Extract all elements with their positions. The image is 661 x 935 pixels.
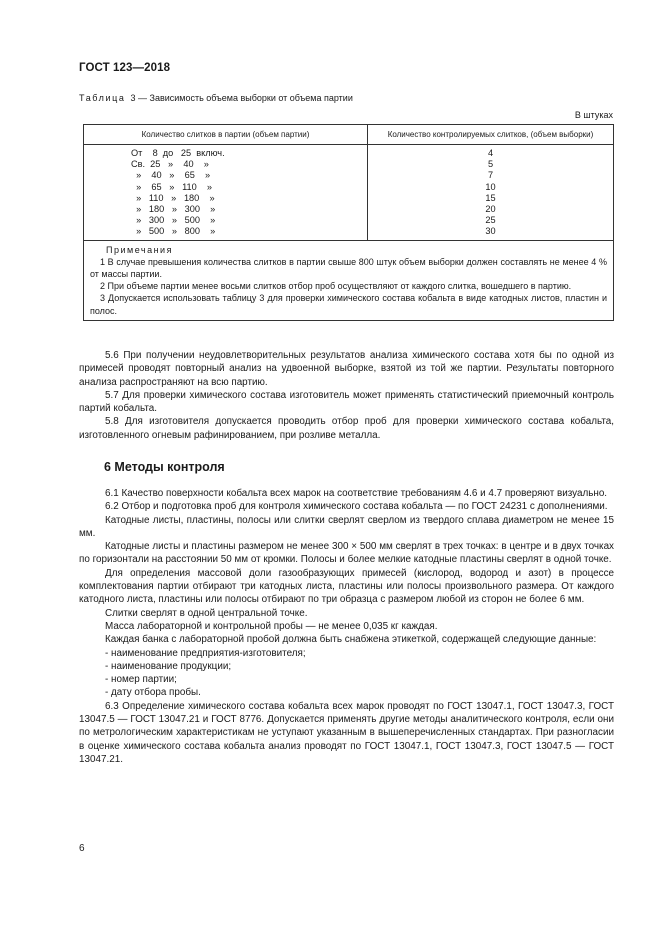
clause-6-3: 6.3 Определение химического состава кобальта всех марок проводят по ГОСТ 13047.1, ГОСТ 13047.3, ГОСТ 13047.5 — ГОСТ 13047.21 и ГОСТ 8776. Допускается применять другие методы аналитического контроля, если они по метрологическим характеристикам не уступают указанным в вышеперечисленных стандартах. При разногласии в оценке химического состава кобальта анализ проводят по ГОСТ 13047.1, ГОСТ 13047.3, ГОСТ 13047.5 — ГОСТ 13047.21. bbox=[79, 700, 614, 765]
paragraph: Для определения массовой доли газообразующих примесей (кислород, водород и азот) в процессе комплектования партии отбирают три катодных листа, пластины или полосы произвольного размера. От каждого катодного листа, пластины или полосы отбирают по три образца с размером любой из сторон не более 6 мм. bbox=[79, 567, 614, 606]
count-value: 4 bbox=[487, 148, 494, 158]
sample-size-cell bbox=[368, 145, 614, 241]
column-header-batch-size: Количество слитков в партии (объем партии) bbox=[84, 125, 368, 145]
section-title: 6 Методы контроля bbox=[104, 460, 225, 474]
clause-5-8: 5.8 Для изготовителя допускается проводить отбор проб для проверки химического состава кобальта, изготовленного огневым рафинированием, при розливе металла. bbox=[79, 416, 614, 441]
range-row: » 65 » 110 » bbox=[131, 181, 213, 192]
count-value: 20 bbox=[485, 204, 496, 215]
paragraph: Катодные листы, пластины, полосы или слитки сверлят сверлом из твердого сплава диаметром не менее 15 мм. bbox=[79, 514, 614, 539]
range-row: » 40 » 65 » bbox=[131, 170, 211, 181]
table-header-row bbox=[84, 125, 614, 145]
count-value: 5 bbox=[487, 159, 494, 170]
range-row: » 180 » 300 » bbox=[131, 204, 216, 215]
note-item: 3 Допускается использовать таблицу 3 для проверки химического состава кобальта в виде катодных листов, пластин и полос. bbox=[90, 293, 607, 316]
table-body-row bbox=[84, 145, 614, 241]
range-row: » 110 » 180 » bbox=[131, 192, 215, 203]
list-item: - наименование предприятия-изготовителя; bbox=[105, 647, 306, 659]
range-row: Св. 25 » 40 » bbox=[131, 159, 209, 170]
list-item: - дату отбора пробы. bbox=[105, 687, 201, 699]
table-caption bbox=[79, 93, 353, 103]
clause-6-2: 6.2 Отбор и подготовка проб для контроля химического состава кобальта — по ГОСТ 24231 с дополнениями. bbox=[105, 501, 608, 513]
batch-size-cell bbox=[84, 145, 368, 241]
note-item: 2 При объеме партии менее восьми слитков отбор проб осуществляют от каждого слитка, вошедшего в партию. bbox=[100, 281, 572, 292]
range-row: » 300 » 500 » bbox=[131, 215, 216, 226]
document-header: ГОСТ 123—2018 bbox=[79, 62, 171, 74]
range-row: От 8 до 25 включ. bbox=[131, 148, 225, 158]
table-caption-label: Таблица bbox=[79, 93, 126, 103]
paragraph: Катодные листы и пластины размером не менее 300 × 500 мм сверлят в трех точках: в центре и в двух точках по горизонтали на расстоянии 50 мм от кромки. Полосы и более мелкие катодные пластины сверлят в одной точке. bbox=[79, 541, 614, 566]
page-number: 6 bbox=[79, 843, 85, 854]
range-row: » 500 » 800 » bbox=[131, 226, 216, 237]
count-value: 15 bbox=[485, 192, 496, 203]
clause-5-7: 5.7 Для проверки химического состава изготовитель может применять статистический приемочный контроль партий кобальта. bbox=[79, 389, 614, 415]
table-notes bbox=[84, 240, 614, 320]
paragraph: Слитки сверлят в одной центральной точке. bbox=[105, 607, 308, 619]
clauses-5-block bbox=[79, 349, 614, 442]
count-value: 25 bbox=[485, 215, 496, 226]
list-item: - номер партии; bbox=[105, 674, 177, 686]
table-caption-text: 3 — Зависимость объема выборки от объема партии bbox=[130, 93, 353, 103]
clause-6-1: 6.1 Качество поверхности кобальта всех марок на соответствие требованиям 4.6 и 4.7 проверяют визуально. bbox=[105, 488, 608, 499]
count-value: 10 bbox=[485, 181, 496, 192]
paragraph: Масса лабораторной и контрольной пробы — не менее 0,035 кг каждая. bbox=[105, 620, 438, 632]
column-header-sample-size: Количество контролируемых слитков, (объем выборки) bbox=[368, 125, 614, 145]
sample-size-table bbox=[83, 124, 614, 321]
table-unit-label: В штуках bbox=[574, 110, 613, 120]
list-item: - наименование продукции; bbox=[105, 660, 232, 672]
count-value: 30 bbox=[485, 226, 496, 237]
paragraph: Каждая банка с лабораторной пробой должна быть снабжена этикеткой, содержащей следующие данные: bbox=[105, 634, 597, 646]
note-item: 1 В случае превышения количества слитков в партии свыше 800 штук объем выборки должен составлять не менее 4 % от массы партии. bbox=[90, 256, 607, 280]
table-notes-row bbox=[84, 240, 614, 320]
notes-title: Примечания bbox=[106, 244, 173, 255]
section-6-body bbox=[79, 487, 614, 766]
clause-5-6: 5.6 При получении неудовлетворительных результатов анализа химического состава хотя бы по одной из примесей проводят повторный анализ на удвоенной выборке, взятой из той же партии. Результаты повторного анализа распространяют на всю партию. bbox=[79, 350, 614, 388]
count-value: 7 bbox=[487, 170, 494, 181]
